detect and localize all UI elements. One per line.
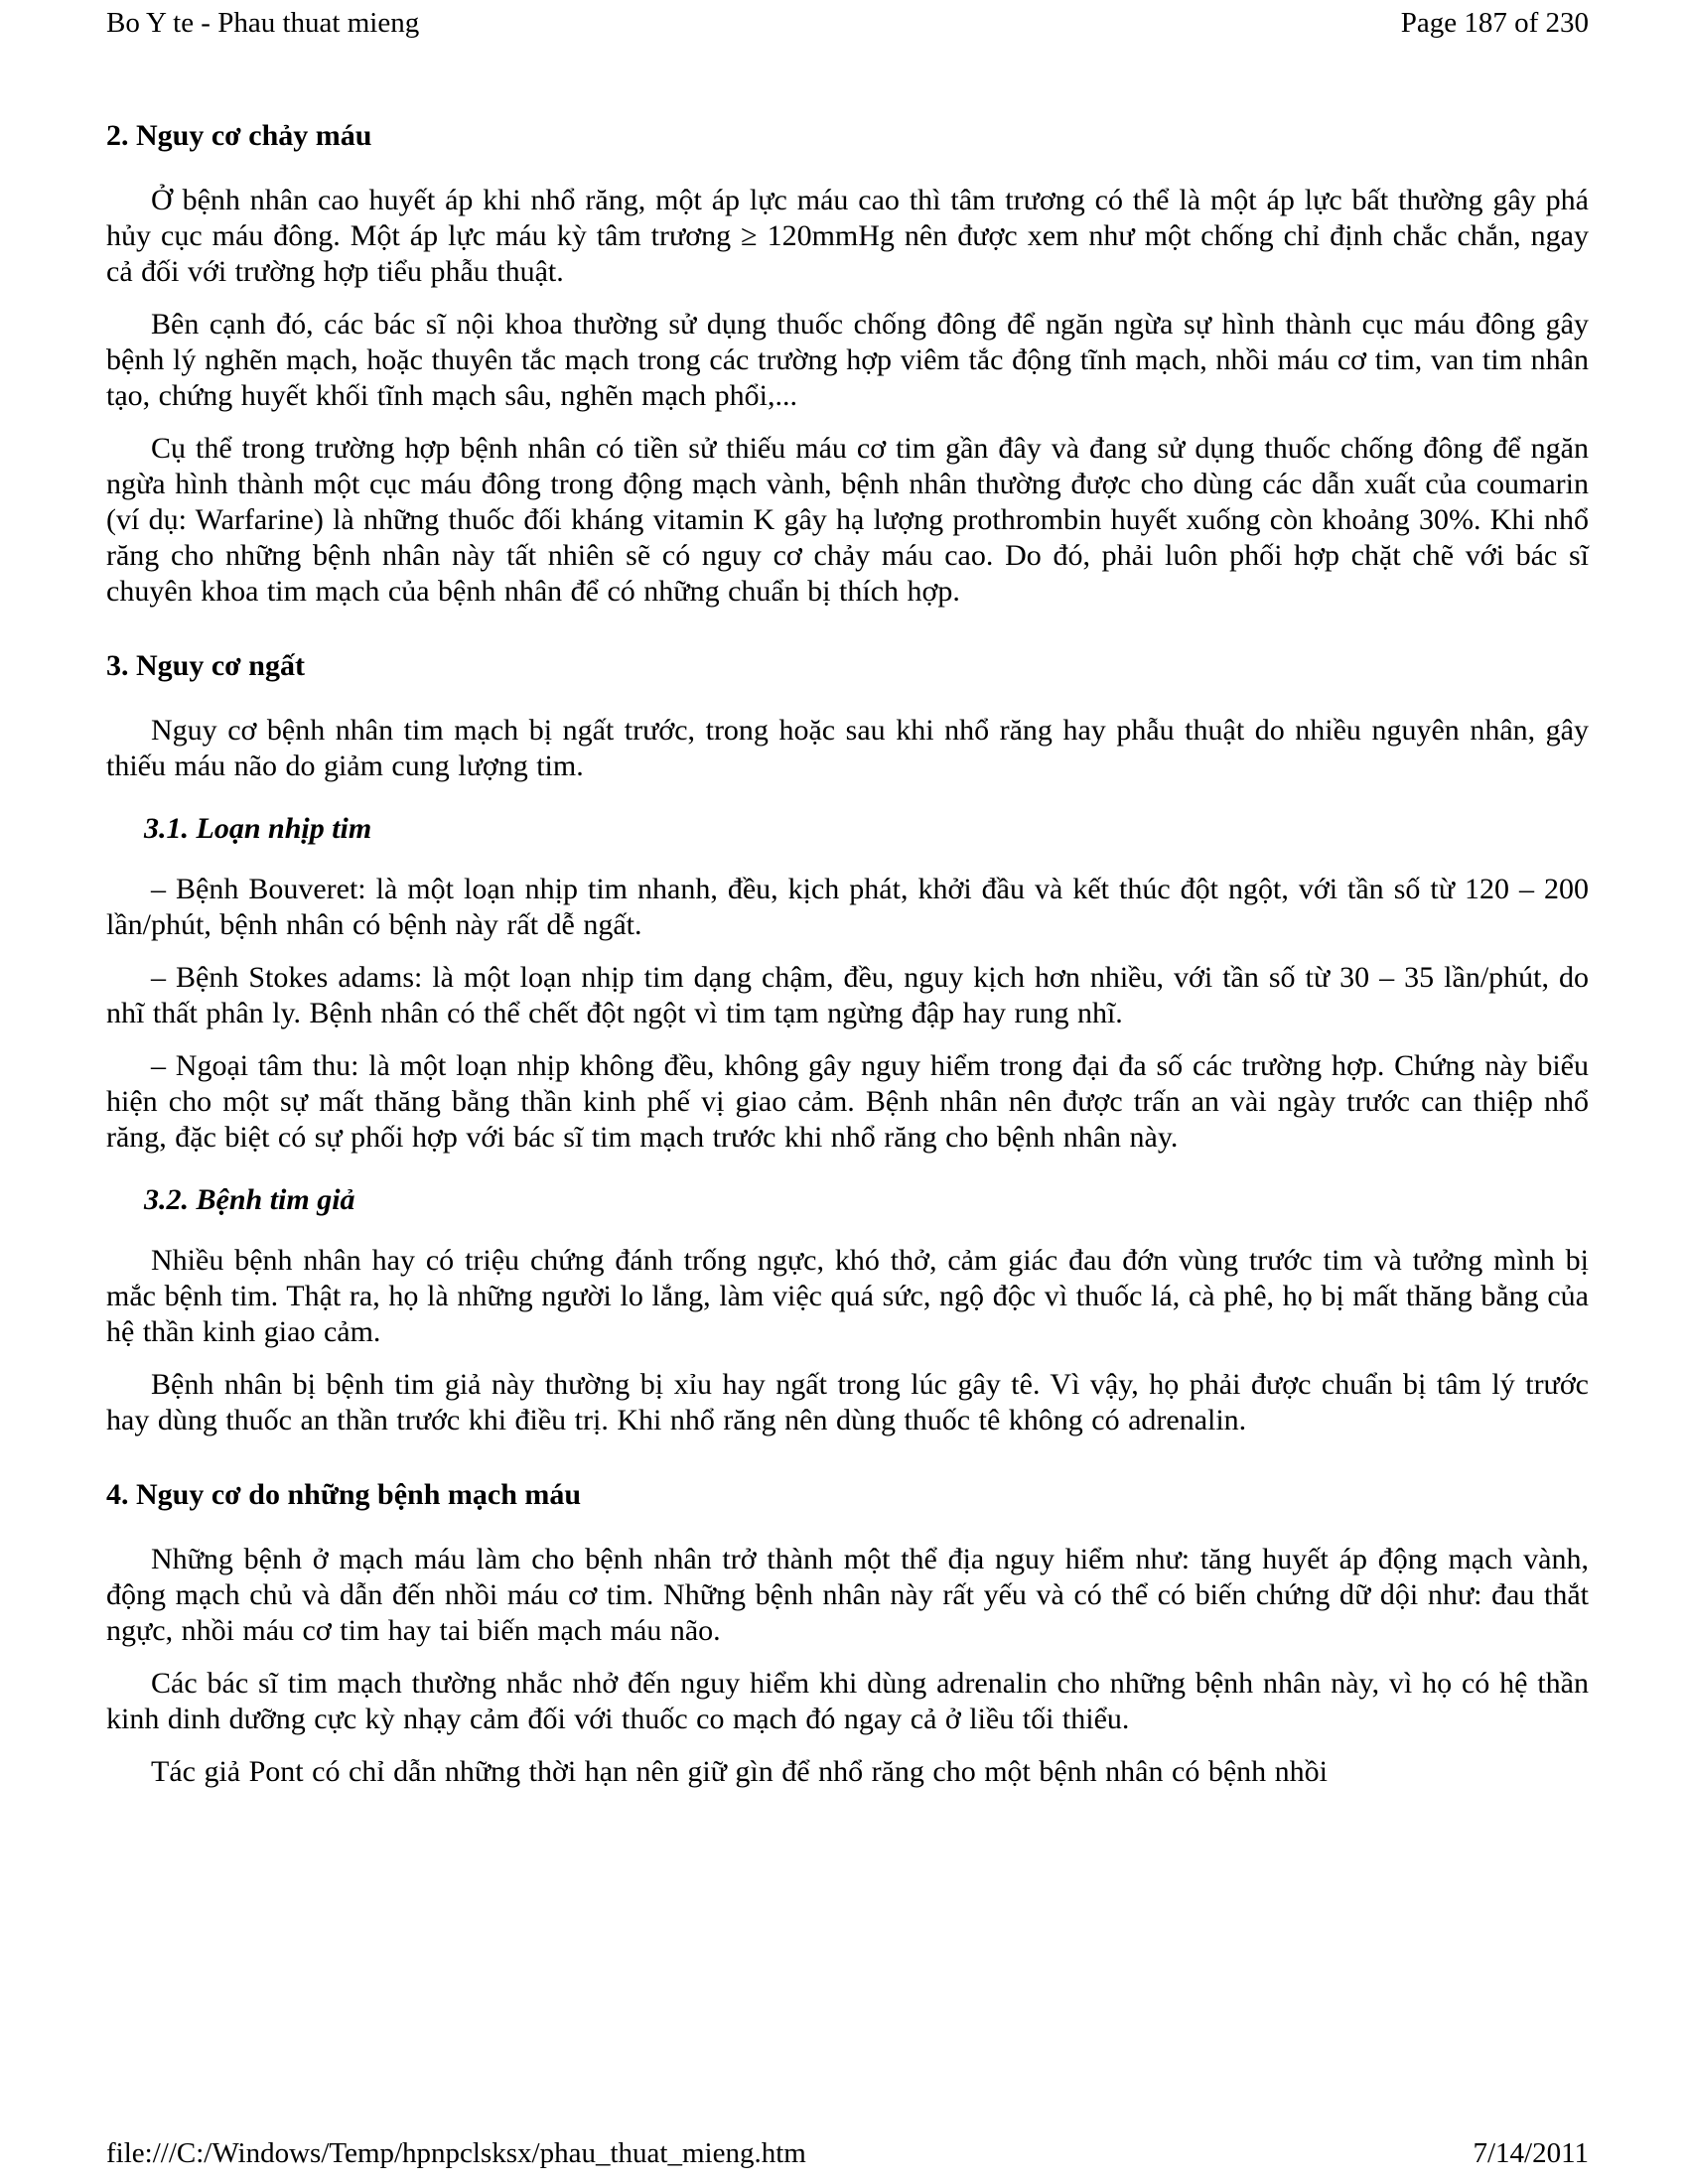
section-heading: 2. Nguy cơ chảy máu xyxy=(106,119,372,152)
section-heading: 4. Nguy cơ do những bệnh mạch máu xyxy=(106,1478,582,1511)
footer-date: 7/14/2011 xyxy=(1473,2137,1589,2169)
header-page-number: Page 187 of 230 xyxy=(1400,7,1589,39)
paragraph: Nguy cơ bệnh nhân tim mạch bị ngất trước, trong hoặc sau khi nhổ răng hay phẫu thuật do nhiều nguyên nhân, gây thiếu máu não do giảm cung lượng tim. xyxy=(106,714,1589,782)
paragraph: Ở bệnh nhân cao huyết áp khi nhổ răng, một áp lực máu cao thì tâm trương có thể là một áp lực bất thường gây phá hủy cục máu đông. Một áp lực máu kỳ tâm trương ≥ 120mmHg nên được xem như một chống chỉ định chắc chắn, ngay cả đối với trường hợp tiểu phẫu thuật. xyxy=(106,184,1589,288)
paragraph: Cụ thể trong trường hợp bệnh nhân có tiền sử thiếu máu cơ tim gần đây và đang sử dụng thuốc chống đông để ngăn ngừa hình thành một cục máu đông trong động mạch vành, bệnh nhân thường được cho dùng các dẫn xuất của coumarin (ví dụ: Warfarine) là những thuốc đối kháng vitamin K gây hạ lượng prothrombin huyết xuống còn khoảng 30%. Khi nhổ răng cho những bệnh nhân này tất nhiên sẽ có nguy cơ chảy máu cao. Do đó, phải luôn phối hợp chặt chẽ với bác sĩ chuyên khoa tim mạch của bệnh nhân để có những chuẩn bị thích hợp. xyxy=(106,432,1589,608)
page-header xyxy=(106,6,1589,40)
paragraph: Bên cạnh đó, các bác sĩ nội khoa thường sử dụng thuốc chống đông để ngăn ngừa sự hình thành cục máu đông gây bệnh lý nghẽn mạch, hoặc thuyên tắc mạch trong các trường hợp viêm tắc động tĩnh mạch, nhồi máu cơ tim, van tim nhân tạo, chứng huyết khối tĩnh mạch sâu, nghẽn mạch phổi,... xyxy=(106,308,1589,412)
page-footer xyxy=(106,2136,1589,2170)
paragraph: – Bệnh Bouveret: là một loạn nhịp tim nhanh, đều, kịch phát, khởi đầu và kết thúc đột ngột, với tần số từ 120 – 200 lần/phút, bệnh nhân có bệnh này rất dễ ngất. xyxy=(106,873,1589,941)
paragraph: Những bệnh ở mạch máu làm cho bệnh nhân trở thành một thể địa nguy hiểm như: tăng huyết áp động mạch vành, động mạch chủ và dẫn đến nhồi máu cơ tim. Những bệnh nhân này rất yếu và có thể có biến chứng dữ dội như: đau thắt ngực, nhồi máu cơ tim hay tai biến mạch máu não. xyxy=(106,1543,1589,1647)
paragraph: Tác giả Pont có chỉ dẫn những thời hạn nên giữ gìn để nhổ răng cho một bệnh nhân có bệnh nhồi xyxy=(151,1755,1328,1788)
paragraph: Các bác sĩ tim mạch thường nhắc nhở đến nguy hiểm khi dùng adrenalin cho những bệnh nhân này, vì họ có hệ thần kinh dinh dưỡng cực kỳ nhạy cảm đối với thuốc co mạch đó ngay cả ở liều tối thiểu. xyxy=(106,1667,1589,1735)
header-document-title: Bo Y te - Phau thuat mieng xyxy=(106,7,420,39)
subsection-heading: 3.2. Bệnh tim giả xyxy=(144,1183,355,1216)
paragraph: Nhiều bệnh nhân hay có triệu chứng đánh trống ngực, khó thở, cảm giác đau đớn vùng trước tim và tưởng mình bị mắc bệnh tim. Thật ra, họ là những người lo lắng, làm việc quá sức, ngộ độc vì thuốc lá, cà phê, họ bị mất thăng bằng của hệ thần kinh giao cảm. xyxy=(106,1244,1589,1348)
paragraph: – Bệnh Stokes adams: là một loạn nhịp tim dạng chậm, đều, nguy kịch hơn nhiều, với tần số từ 30 – 35 lần/phút, do nhĩ thất phân ly. Bệnh nhân có thể chết đột ngột vì tim tạm ngừng đập hay rung nhĩ. xyxy=(106,961,1589,1029)
paragraph: – Ngoại tâm thu: là một loạn nhịp không đều, không gây nguy hiểm trong đại đa số các trường hợp. Chứng này biểu hiện cho một sự mất thăng bằng thần kinh phế vị giao cảm. Bệnh nhân nên được trấn an vài ngày trước can thiệp nhổ răng, đặc biệt có sự phối hợp với bác sĩ tim mạch trước khi nhổ răng cho bệnh nhân này. xyxy=(106,1049,1589,1154)
section-heading: 3. Nguy cơ ngất xyxy=(106,649,305,682)
document-body xyxy=(106,117,1589,1807)
subsection-heading: 3.1. Loạn nhịp tim xyxy=(144,812,372,845)
footer-file-path: file:///C:/Windows/Temp/hpnpclsksx/phau_thuat_mieng.htm xyxy=(106,2137,806,2169)
paragraph: Bệnh nhân bị bệnh tim giả này thường bị xỉu hay ngất trong lúc gây tê. Vì vậy, họ phải được chuẩn bị tâm lý trước hay dùng thuốc an thần trước khi điều trị. Khi nhổ răng nên dùng thuốc tê không có adrenalin. xyxy=(106,1368,1589,1436)
